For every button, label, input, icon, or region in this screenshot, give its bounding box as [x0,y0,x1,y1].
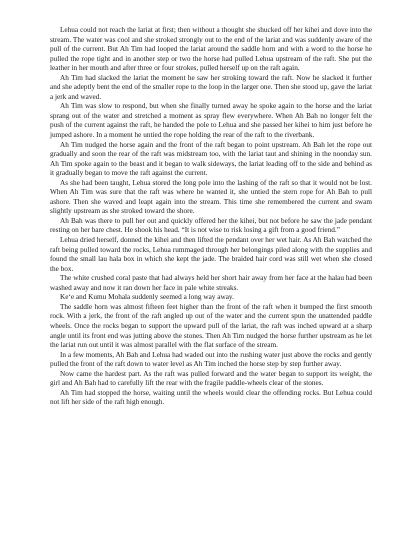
paragraph: The saddle horn was almost fifteen feet higher than the front of the raft when it bumped the first smooth rock. With a jerk, the front of the raft angled up out of the water and the current spun the unattended paddle wheels. Once the rocks began to support the upward pull of the lariat, the raft was inched upward at a sharp angle until its front end was jutting above the stones. Then Ah Tim nudged the horse further upstream as he let the lariat run out until it was almost parallel with the flat surface of the stream. [50,302,372,350]
paragraph: Now came the hardest part. As the raft was pulled forward and the water began to support its weight, the girl and Ah Bah had to carefully lift the rear with the fragile paddle-wheels clear of the stones. [50,369,372,388]
paragraph: Ke‘e and Kumu Mohala suddenly seemed a long way away. [60,293,234,302]
paragraph: Lehua could not reach the lariat at first; then without a thought she shucked off her kihei and dove into the stream. The water was cool and she stroked strongly out to the end of the lariat and was suddenly aware of the pull of the current. But Ah Tim had looped the lariat around the saddle horn and with a word to the horse he pulled the rope tight and in another step or two the horse had pulled Lehua upstream of the raft. She put the leather in her mouth and after three or four strokes, pulled herself up on the raft again. [50,26,372,73]
paragraph: Ah Bah was there to pull her out and quickly offered her the kihei, but not before he saw the jade pendant resting on her bare chest. He shook his head. “It is not wise to risk losing a gift from a good friend.” [50,216,372,235]
paragraph: Lehua dried herself, donned the kihei and then lifted the pendant over her wet hair. As Ah Bah watched the raft being pulled toward the rocks, Lehua rummaged through her belongings piled along with the supplies and found the small lau hala box in which she kept the jade. The braided hair cord was still wet when she closed the box. [50,236,372,273]
paragraph: Ah Tim had stopped the horse, waiting until the wheels would clear the offending rocks. But Lehua could not lift her side of the raft high enough. [50,388,372,407]
paragraph: The white crushed coral paste that had always held her short hair away from her face at the halau had been washed away and now it ran down her face in pale white streaks. [50,274,372,292]
paragraph: Ah Tim had slacked the lariat the moment he saw her stroking toward the raft. Now he slacked it further and she adeptly bent the end of the smaller rope to the loop in the larger one. Then she stood up, gave the lariat a jerk and waved. [50,73,372,101]
paragraph: Ah Tim was slow to respond, but when she finally turned away he spoke again to the horse and the lariat sprang out of the water and stretched a moment as spray flew everywhere. When Ah Bah no longer felt the push of the current against the raft, he handed the pole to Lehua and she passed her kihei to him just before he jumped ashore. In a moment he untied the rope holding the rear of the raft to the riverbank. [50,102,372,140]
paragraph: Ah Tim nudged the horse again and the front of the raft began to point upstream. Ah Bah let the rope out gradually and soon the rear of the raft was midstream too, with the lariat taut and shining in the noonday sun. Ah Tim spoke again to the beast and it began to walk sideways, the lariat leading off to the side and behind as it gradually began to move the raft against the current. [50,140,372,178]
paragraph: In a few moments, Ah Bah and Lehua had waded out into the rushing water just above the rocks and gently pulled the front of the raft down to water level as Ah Tim inched the horse step by step further away. [50,350,372,369]
paragraph: As she had been taught, Lehua stored the long pole into the lashing of the raft so that it would not be lost. When Ah Tim was sure that the raft was where he wanted it, she untied the stern rope for Ah Bah to pull ashore. Then she waved and leapt again into the stream. This time she remembered the current and swam slightly upstream as she stroked toward the shore. [50,178,372,216]
